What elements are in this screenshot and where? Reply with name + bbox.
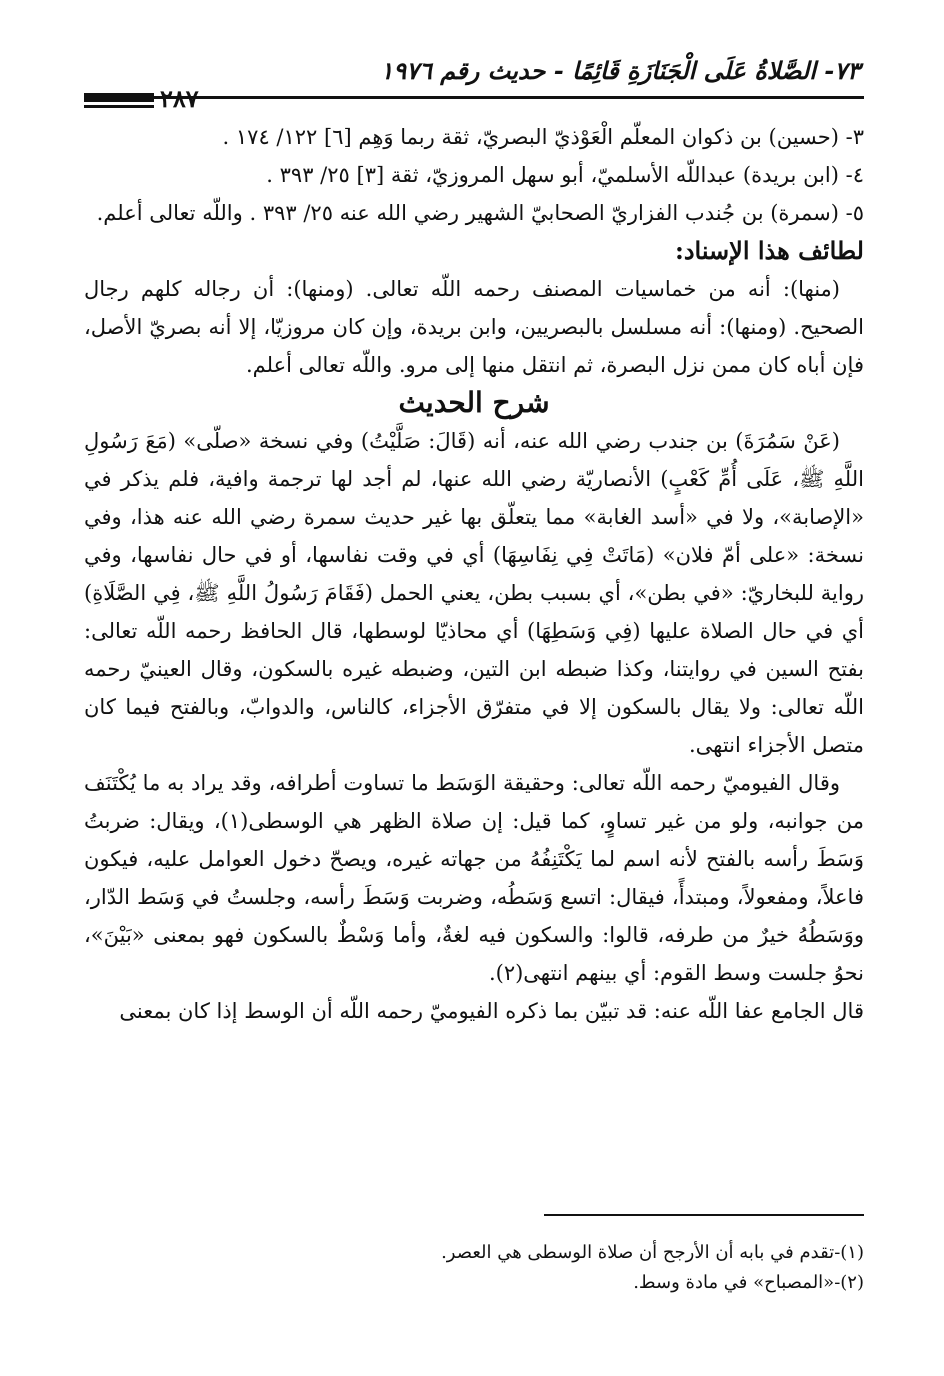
- section-heading: لطائف هذا الإسناد:: [674, 236, 864, 265]
- narrator-entry: ٣- (حسين) بن ذكوان المعلّم الْعَوْذيّ البصريّ، ثقة ربما وَهِم [٦] ١٢٢/ ١٧٤ .: [222, 125, 864, 149]
- main-text: [84, 118, 864, 1030]
- running-header-title: ٧٣- الصَّلاةُ عَلَى الْجَنَازَةِ قَائِمًا - حديث رقم ١٩٧٦: [380, 56, 860, 85]
- narrator-entry: ٥- (سمرة) بن جُندب الفزاريّ الصحابيّ الشهير رضي الله عنه ٢٥/ ٣٩٣ . واللّه تعالى أعلم.: [96, 201, 864, 225]
- footnote: (١)-تقدم في بابه أن الأرجح أن صلاة الوسطى هي العصر.: [441, 1242, 864, 1263]
- lataif-paragraph: (منها): أنه من خماسيات المصنف رحمه اللّه تعالى. (ومنها): أن رجاله كلهم رجال الصحيح. (ومنها): أنه مسلسل بالبصريين، وابن بريدة، وإن كان مروزيّا، إلا أنه بصريّ الأصل، فإن أباه كان ممن نزل البصرة، ثم انتقل منها إلى مرو. واللّه تعالى أعلم.: [84, 277, 864, 377]
- sharh-paragraph: (عَنْ سَمُرَةَ) بن جندب رضي الله عنه، أنه (قَالَ: صَلَّيْتُ) وفي نسخة «صلّى» (مَعَ رَسُولِ اللَّهِ ﷺ، عَلَى أُمِّ كَعْبٍ) الأنصاريّة رضي الله عنها، لم أجد لها ترجمة وافية، فلم يذكر في «الإصابة»، ولا في «أسد الغابة» مما يتعلّق بها غير حديث سمرة رضي الله عنه هذا، وفي نسخة: «على أمّ فلان» (مَاتَتْ فِي نِفَاسِهَا) أي في وقت نفاسها، أو في حال نفاسها، وفي رواية للبخاريّ: «في بطن»، أي بسبب بطن، يعني الحمل (فَقَامَ رَسُولُ اللَّهِ ﷺ، فِي الصَّلَاةِ) أي في حال الصلاة عليها (فِي وَسَطِهَا) أي محاذيّا لوسطها، قال الحافظ رحمه اللّه تعالى: بفتح السين في روايتنا، وكذا ضبطه ابن التين، وضبطه غيره بالسكون، وقال العينيّ رحمه اللّه تعالى: ولا يقال بالسكون إلا في متفرّق الأجزاء، كالناس، والدوابّ، وبالفتح فيما كان متصل الأجزاء انتهى.: [84, 429, 864, 757]
- sharh-paragraph: قال الجامع عفا اللّه عنه: قد تبيّن بما ذكره الفيوميّ رحمه اللّه أن الوسط إذا كان بمعنى: [119, 999, 864, 1023]
- footnote: (٢)-«المصباح» في مادة وسط.: [633, 1272, 864, 1293]
- sharh-heading: شرح الحديث: [398, 386, 550, 419]
- sharh-paragraph: وقال الفيوميّ رحمه اللّه تعالى: وحقيقة الوَسَط ما تساوت أطرافه، وقد يراد به ما يُكْتَنَف من جوانبه، ولو من غير تساوٍ، كما قيل: إن صلاة الظهر هي الوسطى(١)، ويقال: ضربتُ وَسَطَ رأسه بالفتح لأنه اسم لما يَكْتَنِفُهُ من جهاته غيره، ويصحّ دخول العوامل عليه، فيكون فاعلاً، ومفعولاً، ومبتدأً، فيقال: اتسع وَسَطُه، وضربت وَسَطَ رأسه، وجلستُ في وَسَط الدّار، ووَسَطُهُ خيرٌ من طرفه، قالوا: والسكون فيه لغةٌ، وأما وَسْطٌ بالسكون فهو بمعنى «بَيْنَ»، نحوُ جلست وسط القوم: أي بينهم انتهى(٢).: [84, 771, 865, 985]
- page-number: ٢٨٧: [160, 84, 199, 113]
- header-rule: [84, 96, 864, 99]
- narrator-entry: ٤- (ابن بريدة) عبداللّه الأسلميّ، أبو سهل المروزيّ، ثقة [٣] ٢٥/ ٣٩٣ .: [266, 163, 864, 187]
- footnote-separator: [544, 1214, 864, 1216]
- footnotes: [84, 1238, 864, 1298]
- page-number-rules: [84, 93, 154, 111]
